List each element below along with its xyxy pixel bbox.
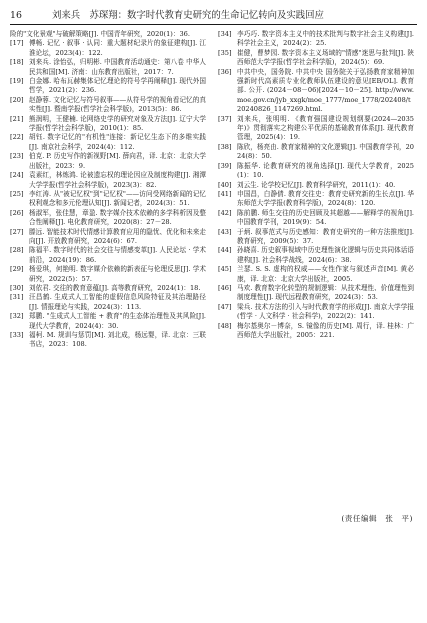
reference-number: [30] bbox=[10, 283, 24, 292]
reference-number: [34] bbox=[218, 30, 232, 38]
reference-entry bbox=[10, 133, 206, 152]
reference-entry bbox=[10, 209, 206, 228]
reference-text: 李红涛. 从"被记忆权"到"记忆权"——访问受网络新闻的记忆权利观念和多元伦理认知[J]. 新闻记者，2024(3)：51. bbox=[29, 189, 206, 208]
reference-text: 熊润明，王健楠. 论网络史学的研究对象及方法[J]. 辽宁大学学报(哲学社会科学版)，2010(1)：85. bbox=[29, 114, 206, 133]
reference-number: [33] bbox=[10, 331, 24, 339]
reference-text: 于炳. 叙事范式与历史感知：教育史研究的一种方法推度[J]. 教育研究，2009(5)：37. bbox=[237, 227, 414, 245]
reference-number: [46] bbox=[218, 283, 232, 292]
reference-text: 傅畅. 记忆 · 叙事 · 认同：重大题材纪录片的象征建构[J]. 江淮论坛，2023(4)：122. bbox=[29, 39, 206, 57]
reference-entry bbox=[10, 152, 206, 171]
reference-entry bbox=[10, 39, 206, 58]
reference-entry bbox=[10, 96, 206, 115]
reference-number: [40] bbox=[218, 180, 232, 189]
reference-text: 胡钰. 数字记忆的"有机性"连接：新记忆生态下的多维实践[J]. 南京社会科学，2024(4)：112. bbox=[29, 133, 206, 151]
reference-number: [37] bbox=[218, 114, 232, 123]
reference-entry bbox=[218, 228, 414, 247]
reference-number: [26] bbox=[10, 208, 24, 217]
reference-text: 赵静蓉. 文化记忆与符号叙事——从符号学的视角看记忆的真实性[J]. 暨南学报(哲学社会科学版)，2013(5)：86. bbox=[29, 95, 206, 114]
reference-text: 刘依君. 交往的教育意蕴[J]. 高等教育研究，2024(1)：18. bbox=[29, 283, 201, 292]
reference-number: [19] bbox=[10, 77, 24, 86]
reference-text: 梁兵. 技术方法的引入与时代教育学的形成[J]. 南京大学学报(哲学 · 人文科学 · 社会科学)，2022(2)：141. bbox=[237, 302, 414, 321]
reference-number: [25] bbox=[10, 189, 24, 198]
reference-text: 崔健，曹梦园. 数字资本主义场域的"情感"迷思与批判[J]. 陕西师范大学学报(哲学社会科学版)，2024(5)：69. bbox=[237, 48, 414, 67]
reference-text: 险的"文化景观"与破解策略[J]. 中国青年研究，2020(1)：36. bbox=[10, 30, 190, 38]
reference-number: [20] bbox=[10, 95, 24, 104]
reference-entry bbox=[218, 322, 414, 341]
reference-number: [21] bbox=[10, 114, 24, 123]
reference-text: 伯克. P. 历史写作的新视野[M]. 薛向君，译. 北京：北京大学出版社，2023：9. bbox=[29, 152, 206, 170]
reference-entry bbox=[218, 162, 414, 181]
reference-number: [39] bbox=[218, 161, 232, 170]
reference-text: 刘来兵. 涂怡弘，归明彬. 中国教育活动通史：第八卷 中华人民共和国[M]. 济南：山东教育出版社，2017：7. bbox=[29, 58, 206, 76]
reference-entry bbox=[10, 115, 206, 134]
reference-text: 陈欣，杨亮由. 教育家精神的文化逻辑[J]. 中国教育学刊，2024(8)：50. bbox=[237, 142, 414, 161]
reference-text: 兰瑟. S. S. 虚构的权威——女性作家与叙述声音[M]. 黄必康，译. 北京：北京大学出版社，2005. bbox=[237, 265, 414, 283]
reference-number: [41] bbox=[218, 189, 232, 198]
reference-entry bbox=[10, 171, 206, 190]
reference-text: 中共中央，国务院. 中共中央 国务院关于弘扬教育家精神加强新时代高素质专业化教师队伍建设的意见[EB/OL]. 教育部. 公开. (2024－08－06)[2024－10－25]. http://www.moe.gov.cn/jyb_xxgk/moe_1777/moe_1778/202408/t20240826_1147269.html. bbox=[237, 67, 414, 114]
reference-number: [38] bbox=[218, 142, 232, 151]
reference-entry bbox=[10, 228, 206, 247]
reference-text: 汪昌鹤. 生成式人工智能的虚假信息风险特征及其治理路径[J]. 情报理论与实践，2024(3)：113. bbox=[29, 293, 206, 311]
reference-number: [43] bbox=[218, 227, 232, 236]
reference-number: [18] bbox=[10, 58, 24, 67]
reference-entry bbox=[218, 284, 414, 303]
reference-entry bbox=[218, 181, 414, 190]
reference-text: 孙晓喜. 历史叙事视域中历史理性演化逻辑与历史共同体话语建构[J]. 社会科学战线，2024(6)：38. bbox=[237, 246, 414, 264]
reference-number: [42] bbox=[218, 208, 232, 217]
reference-number: [24] bbox=[10, 171, 24, 180]
reference-entry bbox=[10, 246, 206, 265]
reference-text: 杨淑军，张佳慧，章盈. 数字媒介技术依赖的多学科析因及整合性阐释[J]. 电化教育研究，2020(8)：27－28. bbox=[29, 208, 206, 227]
reference-entry bbox=[218, 246, 414, 265]
references-right-column bbox=[218, 30, 414, 340]
reference-text: 李巧巧. 数字资本主义中的技术批判与数字社会主义构建[J]. 科学社会主义，2024(2)：25. bbox=[237, 30, 414, 48]
reference-entry bbox=[218, 209, 414, 228]
reference-text: 申国昌，白静倩. 教育交往史：教育史研究新的生长点[J]. 华东师范大学学报(教育科学版)，2024(8)：120. bbox=[237, 189, 414, 208]
reference-entry bbox=[10, 77, 206, 96]
reference-number: [28] bbox=[10, 246, 24, 255]
reference-entry bbox=[10, 312, 206, 331]
reference-number: [17] bbox=[10, 39, 24, 48]
reference-text: 杨爱琪，何艳明. 数字媒介依赖的新表征与伦理反思[J]. 学术研究，2022(5)：57. bbox=[29, 265, 206, 283]
reference-text: 白金娜. 哈布瓦赫集体记忆理论的符号学再阐释[J]. 现代外国哲学，2021(2)：236. bbox=[29, 77, 206, 95]
reference-text: 袁素红，林炼鸿. 论被遗忘权的理论因应及制度构建[J]. 湘潭大学学报(哲学社会科学版)，2023(3)：82. bbox=[29, 171, 206, 189]
references-left-column bbox=[10, 30, 206, 350]
reference-entry bbox=[10, 284, 206, 293]
reference-text: 陈前鹏. 师生交往的历史回顾及其超越——解释学的视角[J]. 中国教育学刊，2019(9)：54. bbox=[237, 208, 414, 227]
reference-text: 福柯. M. 规训与惩罚[M]. 刘北成，杨远婴，译. 北京：三联书店，2023：108. bbox=[29, 331, 206, 349]
reference-entry bbox=[218, 115, 414, 143]
reference-entry bbox=[218, 68, 414, 115]
reference-text: 郑鹏. "生成式人工智能 + 教育"的生态体治理性及其风险[J]. 现代大学教育，2024(4)：30. bbox=[29, 312, 206, 330]
running-title: 刘来兵 苏琛翔：数字时代教育史研究的生命记忆转向及实践回应 bbox=[52, 10, 324, 21]
reference-entry bbox=[218, 303, 414, 322]
reference-entry bbox=[10, 30, 206, 39]
reference-number: [23] bbox=[10, 152, 24, 161]
reference-number: [47] bbox=[218, 302, 232, 311]
reference-entry bbox=[218, 190, 414, 209]
reference-entry bbox=[218, 265, 414, 284]
editor-note: (责任编辑 张 平) bbox=[341, 514, 413, 523]
reference-entry bbox=[10, 58, 206, 77]
reference-text: 刘云生. 论学校记忆[J]. 教育科学研究，2011(1)：40. bbox=[237, 180, 396, 189]
reference-text: 梅尔基奥尔－博奈，S. 镜像的历史[M]. 周行，译. 桂林：广西师范大学出版社，2005：221. bbox=[237, 321, 414, 339]
reference-text: 陈福平. 数字时代的社会交往与情感变革[J]. 人民论坛 · 学术前沿，2024(19)：86. bbox=[29, 246, 206, 264]
reference-entry bbox=[10, 265, 206, 284]
reference-entry bbox=[218, 30, 414, 49]
reference-entry bbox=[10, 190, 206, 209]
reference-number: [32] bbox=[10, 312, 24, 321]
reference-entry bbox=[10, 293, 206, 312]
reference-number: [45] bbox=[218, 265, 232, 274]
reference-number: [22] bbox=[10, 133, 24, 142]
reference-number: [44] bbox=[218, 246, 232, 255]
reference-number: [48] bbox=[218, 321, 232, 330]
reference-text: 陈振华. 论教育研究的视角选择[J]. 现代大学教育，2025(1)：10. bbox=[237, 161, 414, 180]
reference-number: [35] bbox=[218, 48, 232, 57]
reference-number: [29] bbox=[10, 265, 24, 274]
page-number: 16 bbox=[10, 10, 22, 21]
reference-number: [36] bbox=[218, 67, 232, 76]
reference-text: 马欢. 教育数字化转型的规制逻辑：从技术理性、价值理性到制度理性[J]. 现代远程教育研究，2024(3)：53. bbox=[237, 283, 414, 302]
reference-entry bbox=[10, 331, 206, 350]
reference-entry bbox=[218, 49, 414, 68]
reference-number: [27] bbox=[10, 227, 24, 236]
reference-text: 滕远. 智能技术时代情感计算教育应用的隐忧、优化和未来走向[J]. 开放教育研究，2024(6)：67. bbox=[29, 227, 206, 245]
running-header bbox=[10, 8, 417, 25]
reference-text: 刘来兵，张明明. 《教育强国建设规划纲要(2024—2035年)》贯彻落实之构建公平优质的基础教育体系[J]. 现代教育管理，2025(4)：19. bbox=[237, 114, 414, 142]
reference-entry bbox=[218, 143, 414, 162]
reference-number: [31] bbox=[10, 293, 24, 302]
